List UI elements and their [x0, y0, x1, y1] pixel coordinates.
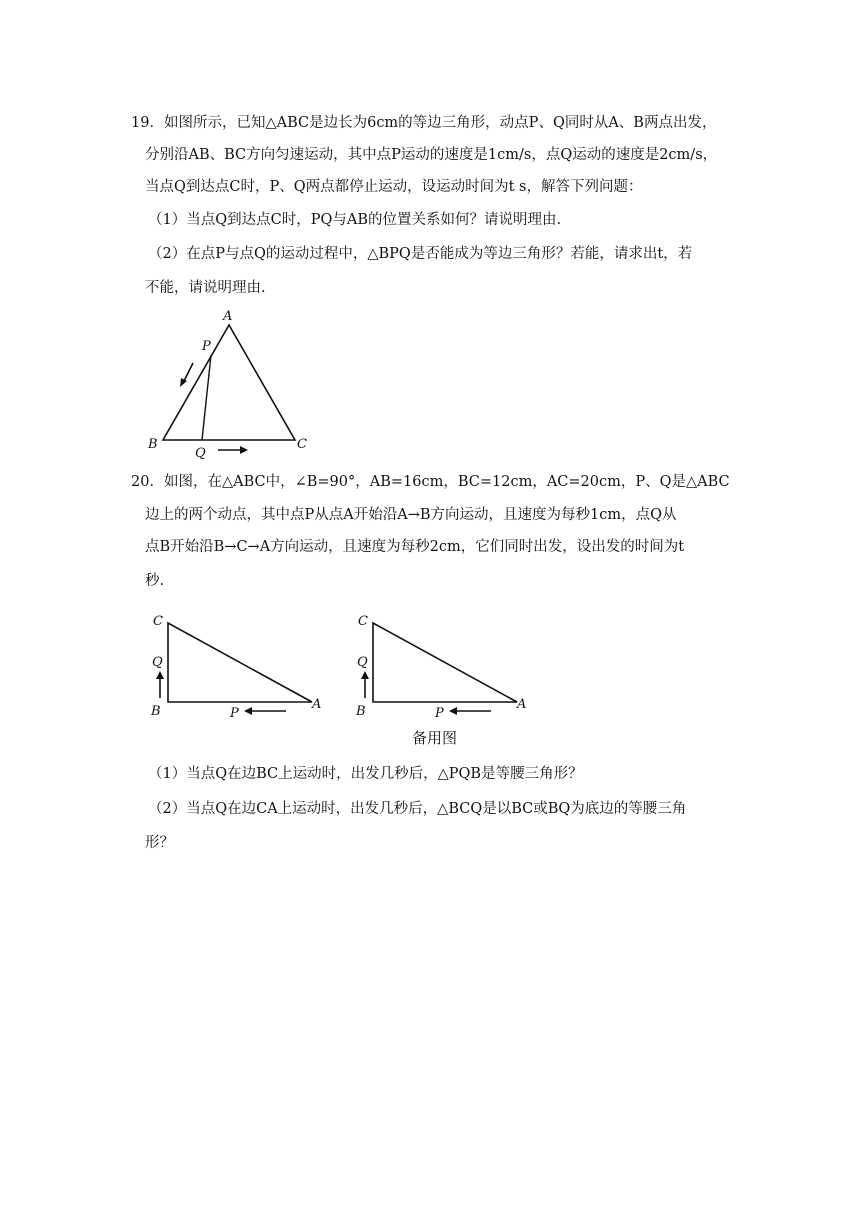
triangle-abc	[373, 623, 517, 702]
q20-figure	[145, 605, 340, 729]
arrow-q-head	[361, 671, 369, 679]
q19-line-1: 19．如图所示，已知△ABC是边长为6cm的等边三角形，动点P、Q同时从A、B两点出发，	[131, 115, 717, 131]
label-b: B	[148, 437, 158, 452]
label-a: A	[517, 697, 527, 712]
q19-part-1: （1）当点Q到达点C时，PQ与AB的位置关系如何？请说明理由.	[148, 212, 562, 228]
label-a: A	[312, 697, 322, 712]
label-a: A	[223, 309, 233, 324]
q20-line-4: 秒.	[145, 573, 165, 589]
arrow-p-head	[244, 707, 252, 715]
q20-line-3: 点B开始沿B→C→A方向运动，且速度为每秒2cm，它们同时出发，设出发的时间为t	[145, 539, 685, 555]
arrow-q-head	[240, 446, 248, 454]
label-c: C	[153, 614, 163, 629]
label-b: B	[356, 704, 366, 719]
label-c: C	[358, 614, 368, 629]
label-q: Q	[357, 655, 368, 670]
label-c: C	[297, 437, 307, 452]
arrow-q-head	[156, 671, 164, 679]
q20-line-2: 边上的两个动点，其中点P从点A开始沿A→B方向运动，且速度为每秒1cm，点Q从	[145, 507, 677, 523]
q19-part-2-cont: 不能，请说明理由.	[145, 280, 266, 296]
triangle-abc	[168, 623, 312, 702]
q20-spare-figure	[350, 605, 545, 729]
label-q: Q	[195, 446, 206, 461]
label-b: B	[151, 704, 161, 719]
q19-line-3: 当点Q到达点C时，P、Q两点都停止运动，设运动时间为t s，解答下列问题：	[145, 179, 643, 195]
q19-figure	[140, 300, 330, 469]
arrow-p-head	[449, 707, 457, 715]
label-p: P	[202, 339, 211, 354]
q19-part-2: （2）在点P与点Q的运动过程中，△BPQ是否能成为等边三角形？若能，请求出t，若	[148, 246, 693, 262]
spare-figure-caption: 备用图	[412, 729, 458, 747]
label-q: Q	[152, 655, 163, 670]
arrow-p-head	[180, 378, 187, 387]
q20-part-2: （2）当点Q在边CA上运动时，出发几秒后，△BCQ是以BC或BQ为底边的等腰三角	[148, 801, 687, 817]
q20-line-1: 20．如图，在△ABC中，∠B=90°，AB=16cm，BC=12cm，AC=20cm，P、Q是△ABC	[131, 474, 730, 490]
label-p: P	[230, 706, 239, 721]
segment-pq	[202, 355, 211, 440]
q20-part-2-cont: 形？	[145, 835, 174, 851]
label-p: P	[435, 706, 444, 721]
q19-line-2: 分别沿AB、BC方向匀速运动，其中点P运动的速度是1cm/s，点Q运动的速度是2cm/s，	[145, 147, 718, 163]
q20-part-1: （1）当点Q在边BC上运动时，出发几秒后，△PQB是等腰三角形？	[148, 766, 583, 782]
